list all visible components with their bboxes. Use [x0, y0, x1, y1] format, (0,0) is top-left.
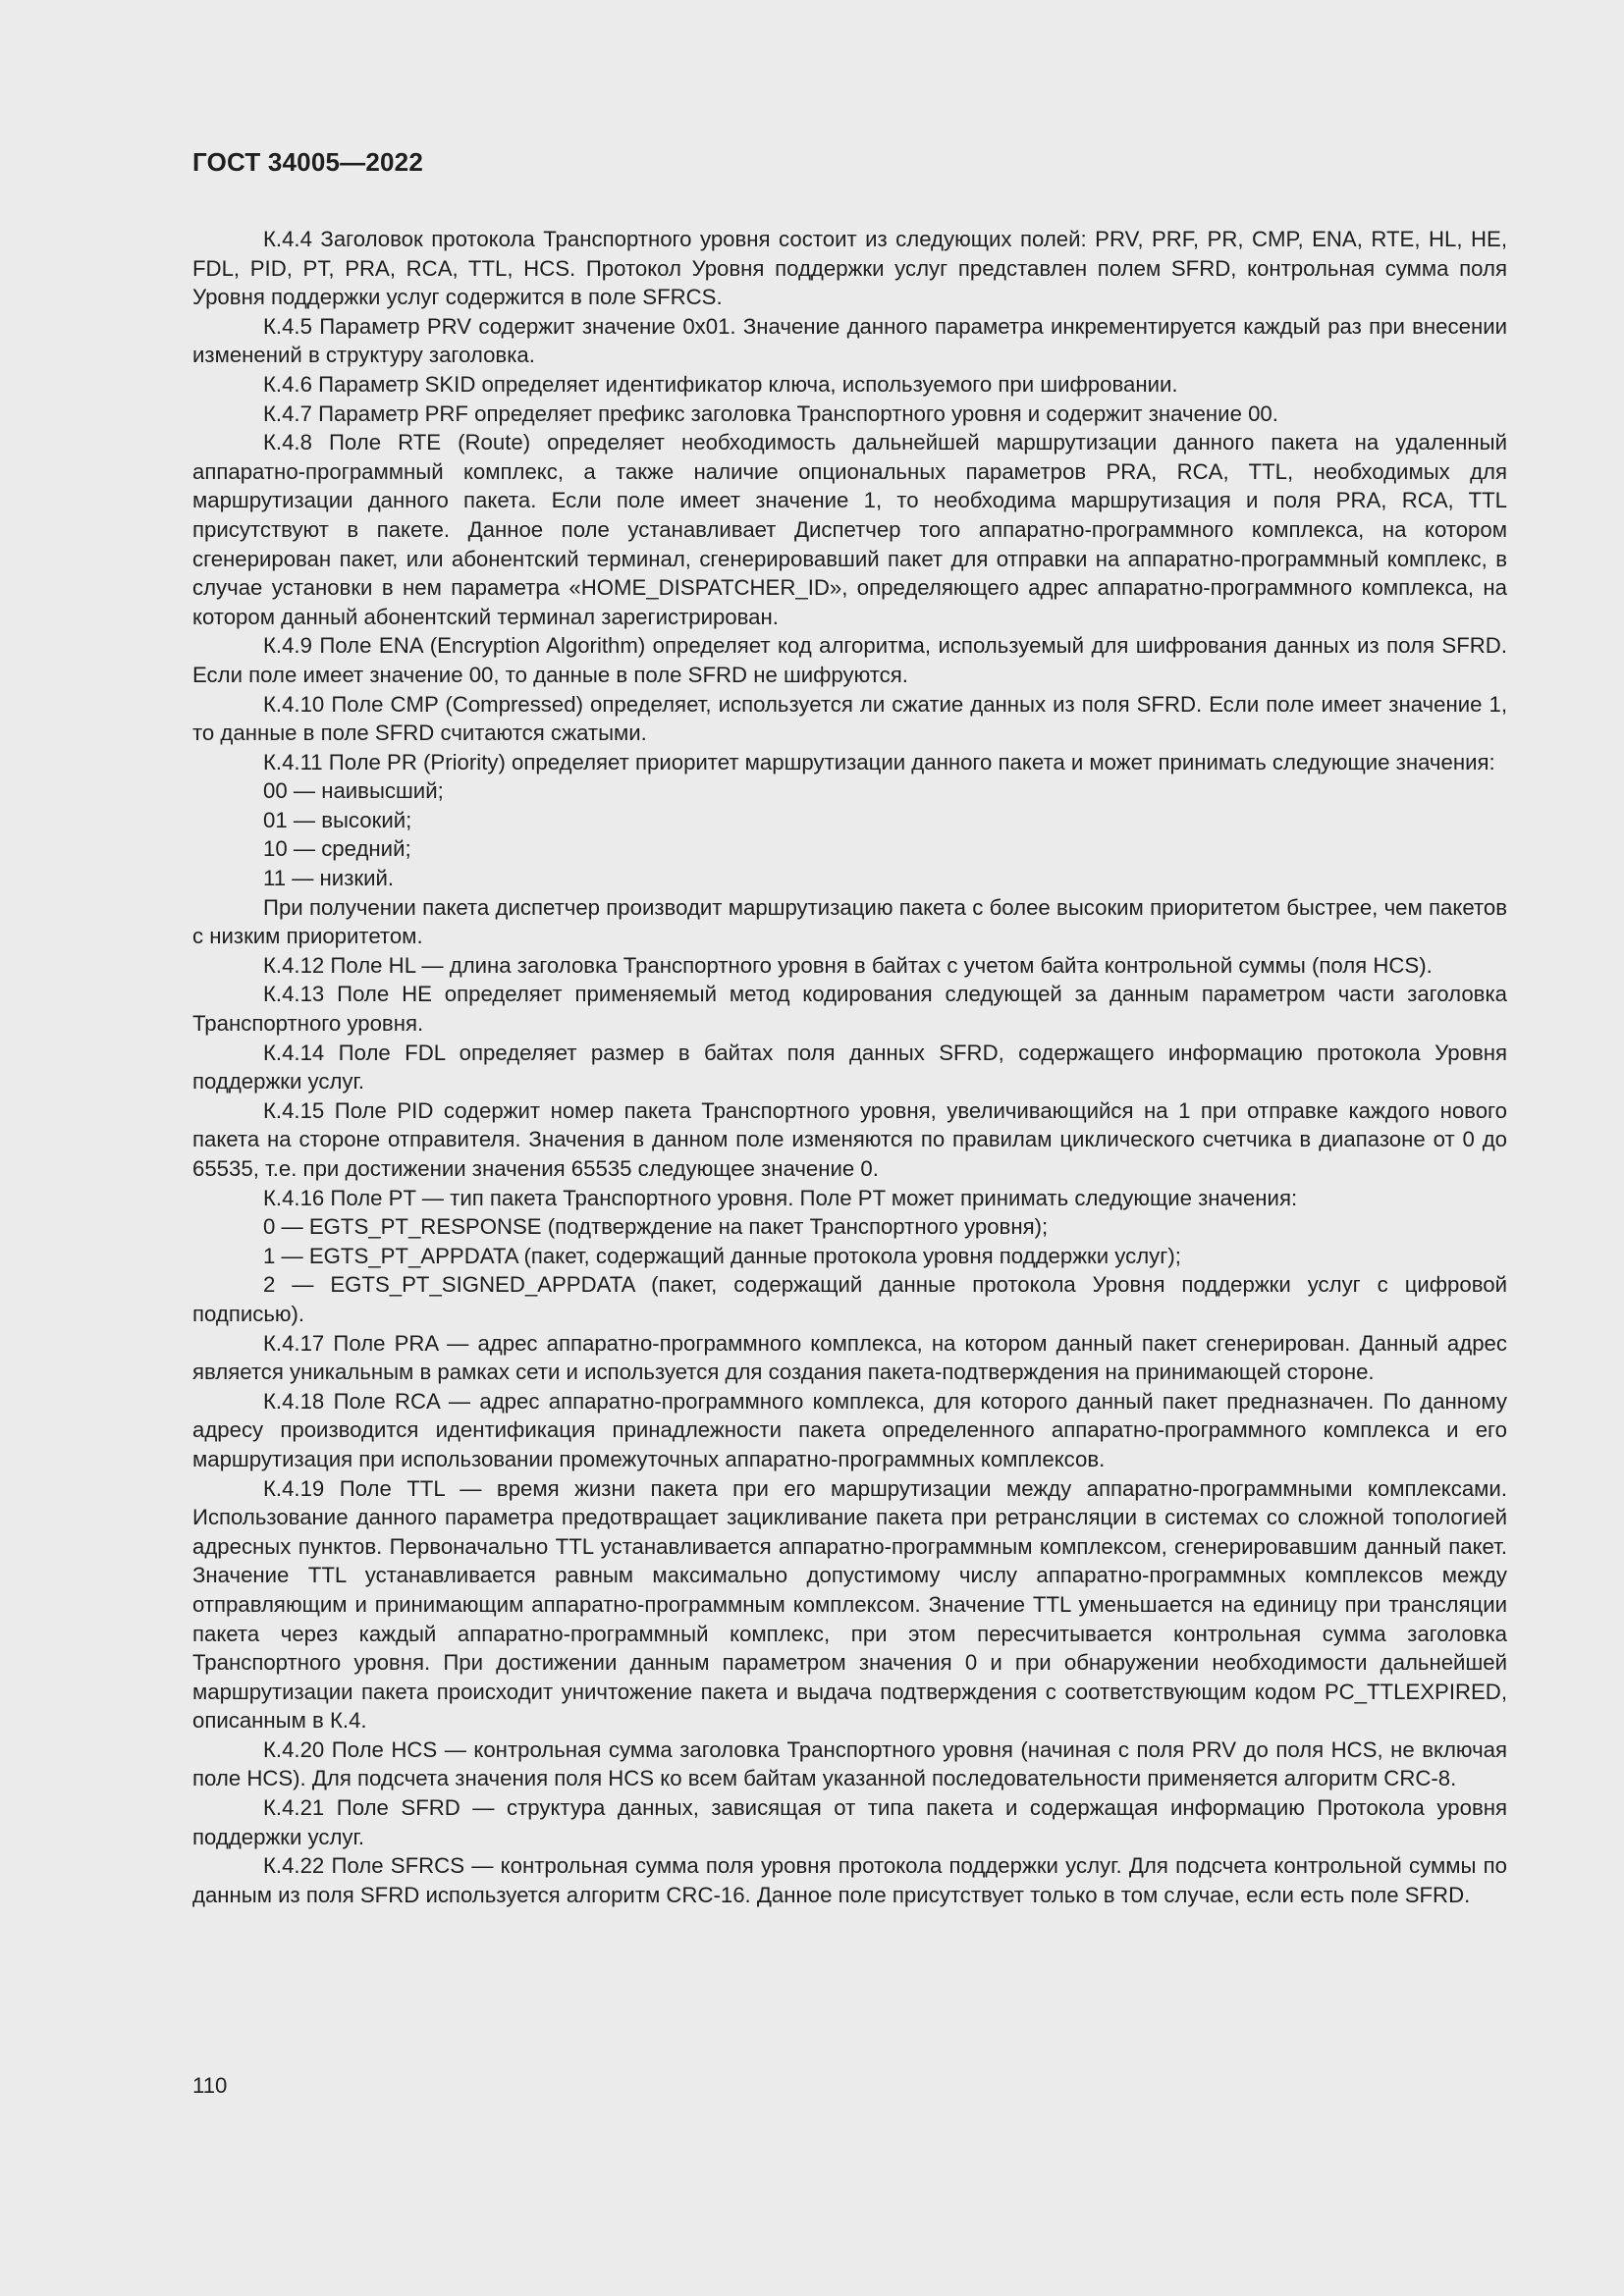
paragraph: К.4.6 Параметр SKID определяет идентификатор ключа, используемого при шифровании.: [263, 371, 1178, 397]
document-header-title: ГОСТ 34005—2022: [192, 147, 423, 177]
paragraph: 0 — EGTS_PT_RESPONSE (подтверждение на пакет Транспортного уровня);: [263, 1214, 1049, 1240]
paragraph: К.4.4 Заголовок протокола Транспортного уровня состоит из следующих полей: PRV, PRF, PR, CMP, ENA, RTE, HL, HE, FDL, PID, PT, PRA, RCA, TTL, HCS. Протокол Уровня поддержки услуг представлен полем SFRD, контрольная сумма поля Уровня поддержки услуг содержится в поле SFRCS.: [192, 227, 1507, 310]
paragraph: К.4.19 Поле TTL — время жизни пакета при его маршрутизации между аппаратно-программными комплексами. Использование данного параметра предотвращает зацикливание пакета при ретрансляции в системах со сложной топологией адресных пунктов. Первоначально TTL устанавливается аппаратно-программным комплексом, сгенерировавшим данный пакет. Значение TTL устанавливается равным максимально допустимому числу аппаратно-программных комплексов между отправляющим и принимающим аппаратно-программным комплексом. Значение TTL уменьшается на единицу при трансляции пакета через каждый аппаратно-программный комплекс, при этом пересчитывается контрольная сумма заголовка Транспортного уровня. При достижении данным параметром значения 0 и при обнаружении необходимости дальнейшей маршрутизации пакета происходит уничтожение пакета и выдача подтверждения с соответствующим кодом PC_TTLEXPIRED, описанным в К.4.: [192, 1475, 1507, 1734]
paragraph: К.4.8 Поле RTE (Route) определяет необходимость дальнейшей маршрутизации данного пакета на удаленный аппаратно-программный комплекс, а также наличие опциональных параметров PRA, RCA, TTL, необходимых для маршрутизации данного пакета. Если поле имеет значение 1, то необходима маршрутизация и поля PRA, RCA, TTL присутствуют в пакете. Данное поле устанавливает Диспетчер того аппаратно-программного комплекса, на котором сгенерирован пакет, или абонентский терминал, сгенерировавший пакет для отправки на аппаратно-программный комплекс, в случае установки в нем параметра «HOME_DISPATCHER_ID», определяющего адрес аппаратно-программного комплекса, на котором данный абонентский терминал зарегистрирован.: [192, 430, 1507, 629]
paragraph: К.4.22 Поле SFRCS — контрольная сумма поля уровня протокола поддержки услуг. Для подсчета контрольной суммы по данным из поля SFRD используется алгоритм CRC-16. Данное поле присутствует только в том случае, если есть поле SFRD.: [192, 1853, 1507, 1907]
paragraph: 1 — EGTS_PT_APPDATA (пакет, содержащий данные протокола уровня поддержки услуг);: [263, 1243, 1181, 1268]
paragraph: К.4.11 Поле PR (Priority) определяет приоритет маршрутизации данного пакета и может принимать следующие значения:: [263, 749, 1495, 774]
paragraph: К.4.15 Поле PID содержит номер пакета Транспортного уровня, увеличивающийся на 1 при отправке каждого нового пакета на стороне отправителя. Значения в данном поле изменяются по правилам циклического счетчика в диапазоне от 0 до 65535, т.е. при достижении значения 65535 следующее значение 0.: [192, 1097, 1507, 1181]
list-item: 00 — наивысший;: [263, 778, 444, 804]
paragraph: К.4.5 Параметр PRV содержит значение 0x01. Значение данного параметра инкрементируется каждый раз при внесении изменений в структуру заголовка.: [192, 313, 1507, 368]
paragraph: К.4.21 Поле SFRD — структура данных, зависящая от типа пакета и содержащая информацию Протокола уровня поддержки услуг.: [192, 1795, 1507, 1849]
paragraph: К.4.18 Поле RCA — адрес аппаратно-программного комплекса, для которого данный пакет предназначен. По данному адресу производится идентификация принадлежности пакета определенного аппаратно-программного комплекса и его маршрутизация при использовании промежуточных аппаратно-программных комплексов.: [192, 1388, 1507, 1471]
page-number: 110: [192, 2073, 228, 2098]
paragraph: К.4.13 Поле HE определяет применяемый метод кодирования следующей за данным параметром части заголовка Транспортного уровня.: [192, 982, 1507, 1037]
paragraph: При получении пакета диспетчер производит маршрутизацию пакета с более высоким приоритетом быстрее, чем пакетов с низким приоритетом.: [192, 894, 1507, 949]
list-item: 01 — высокий;: [263, 807, 412, 832]
paragraph: К.4.17 Поле PRA — адрес аппаратно-программного комплекса, на котором данный пакет сгенерирован. Данный адрес является уникальным в рамках сети и используется для создания пакета-подтверждения на принимающей стороне.: [192, 1330, 1507, 1385]
paragraph: К.4.14 Поле FDL определяет размер в байтах поля данных SFRD, содержащего информацию протокола Уровня поддержки услуг.: [192, 1040, 1507, 1095]
paragraph: К.4.9 Поле ENA (Encryption Algorithm) определяет код алгоритма, используемый для шифрования данных из поля SFRD. Если поле имеет значение 00, то данные в поле SFRD не шифруются.: [192, 633, 1507, 687]
paragraph: 2 — EGTS_PT_SIGNED_APPDATA (пакет, содержащий данные протокола Уровня поддержки услуг с цифровой подписью).: [192, 1272, 1507, 1326]
list-item: 11 — низкий.: [263, 866, 395, 891]
paragraph: К.4.7 Параметр PRF определяет префикс заголовка Транспортного уровня и содержит значение 00.: [263, 400, 1278, 426]
list-item: 10 — средний;: [263, 836, 411, 862]
paragraph: К.4.20 Поле HCS — контрольная сумма заголовка Транспортного уровня (начиная с поля PRV до поля HCS, не включая поле HCS). Для подсчета значения поля HCS ко всем байтам указанной последовательности применяется алгоритм CRC-8.: [192, 1736, 1507, 1791]
paragraph: К.4.16 Поле PT — тип пакета Транспортного уровня. Поле PT может принимать следующие значения:: [263, 1185, 1298, 1210]
paragraph: К.4.12 Поле HL — длина заголовка Транспортного уровня в байтах с учетом байта контрольной суммы (поля HCS).: [263, 952, 1433, 978]
document-body: [192, 225, 1507, 1909]
paragraph: К.4.10 Поле CMP (Compressed) определяет, используется ли сжатие данных из поля SFRD. Если поле имеет значение 1, то данные в поле SFRD считаются сжатыми.: [192, 691, 1507, 746]
